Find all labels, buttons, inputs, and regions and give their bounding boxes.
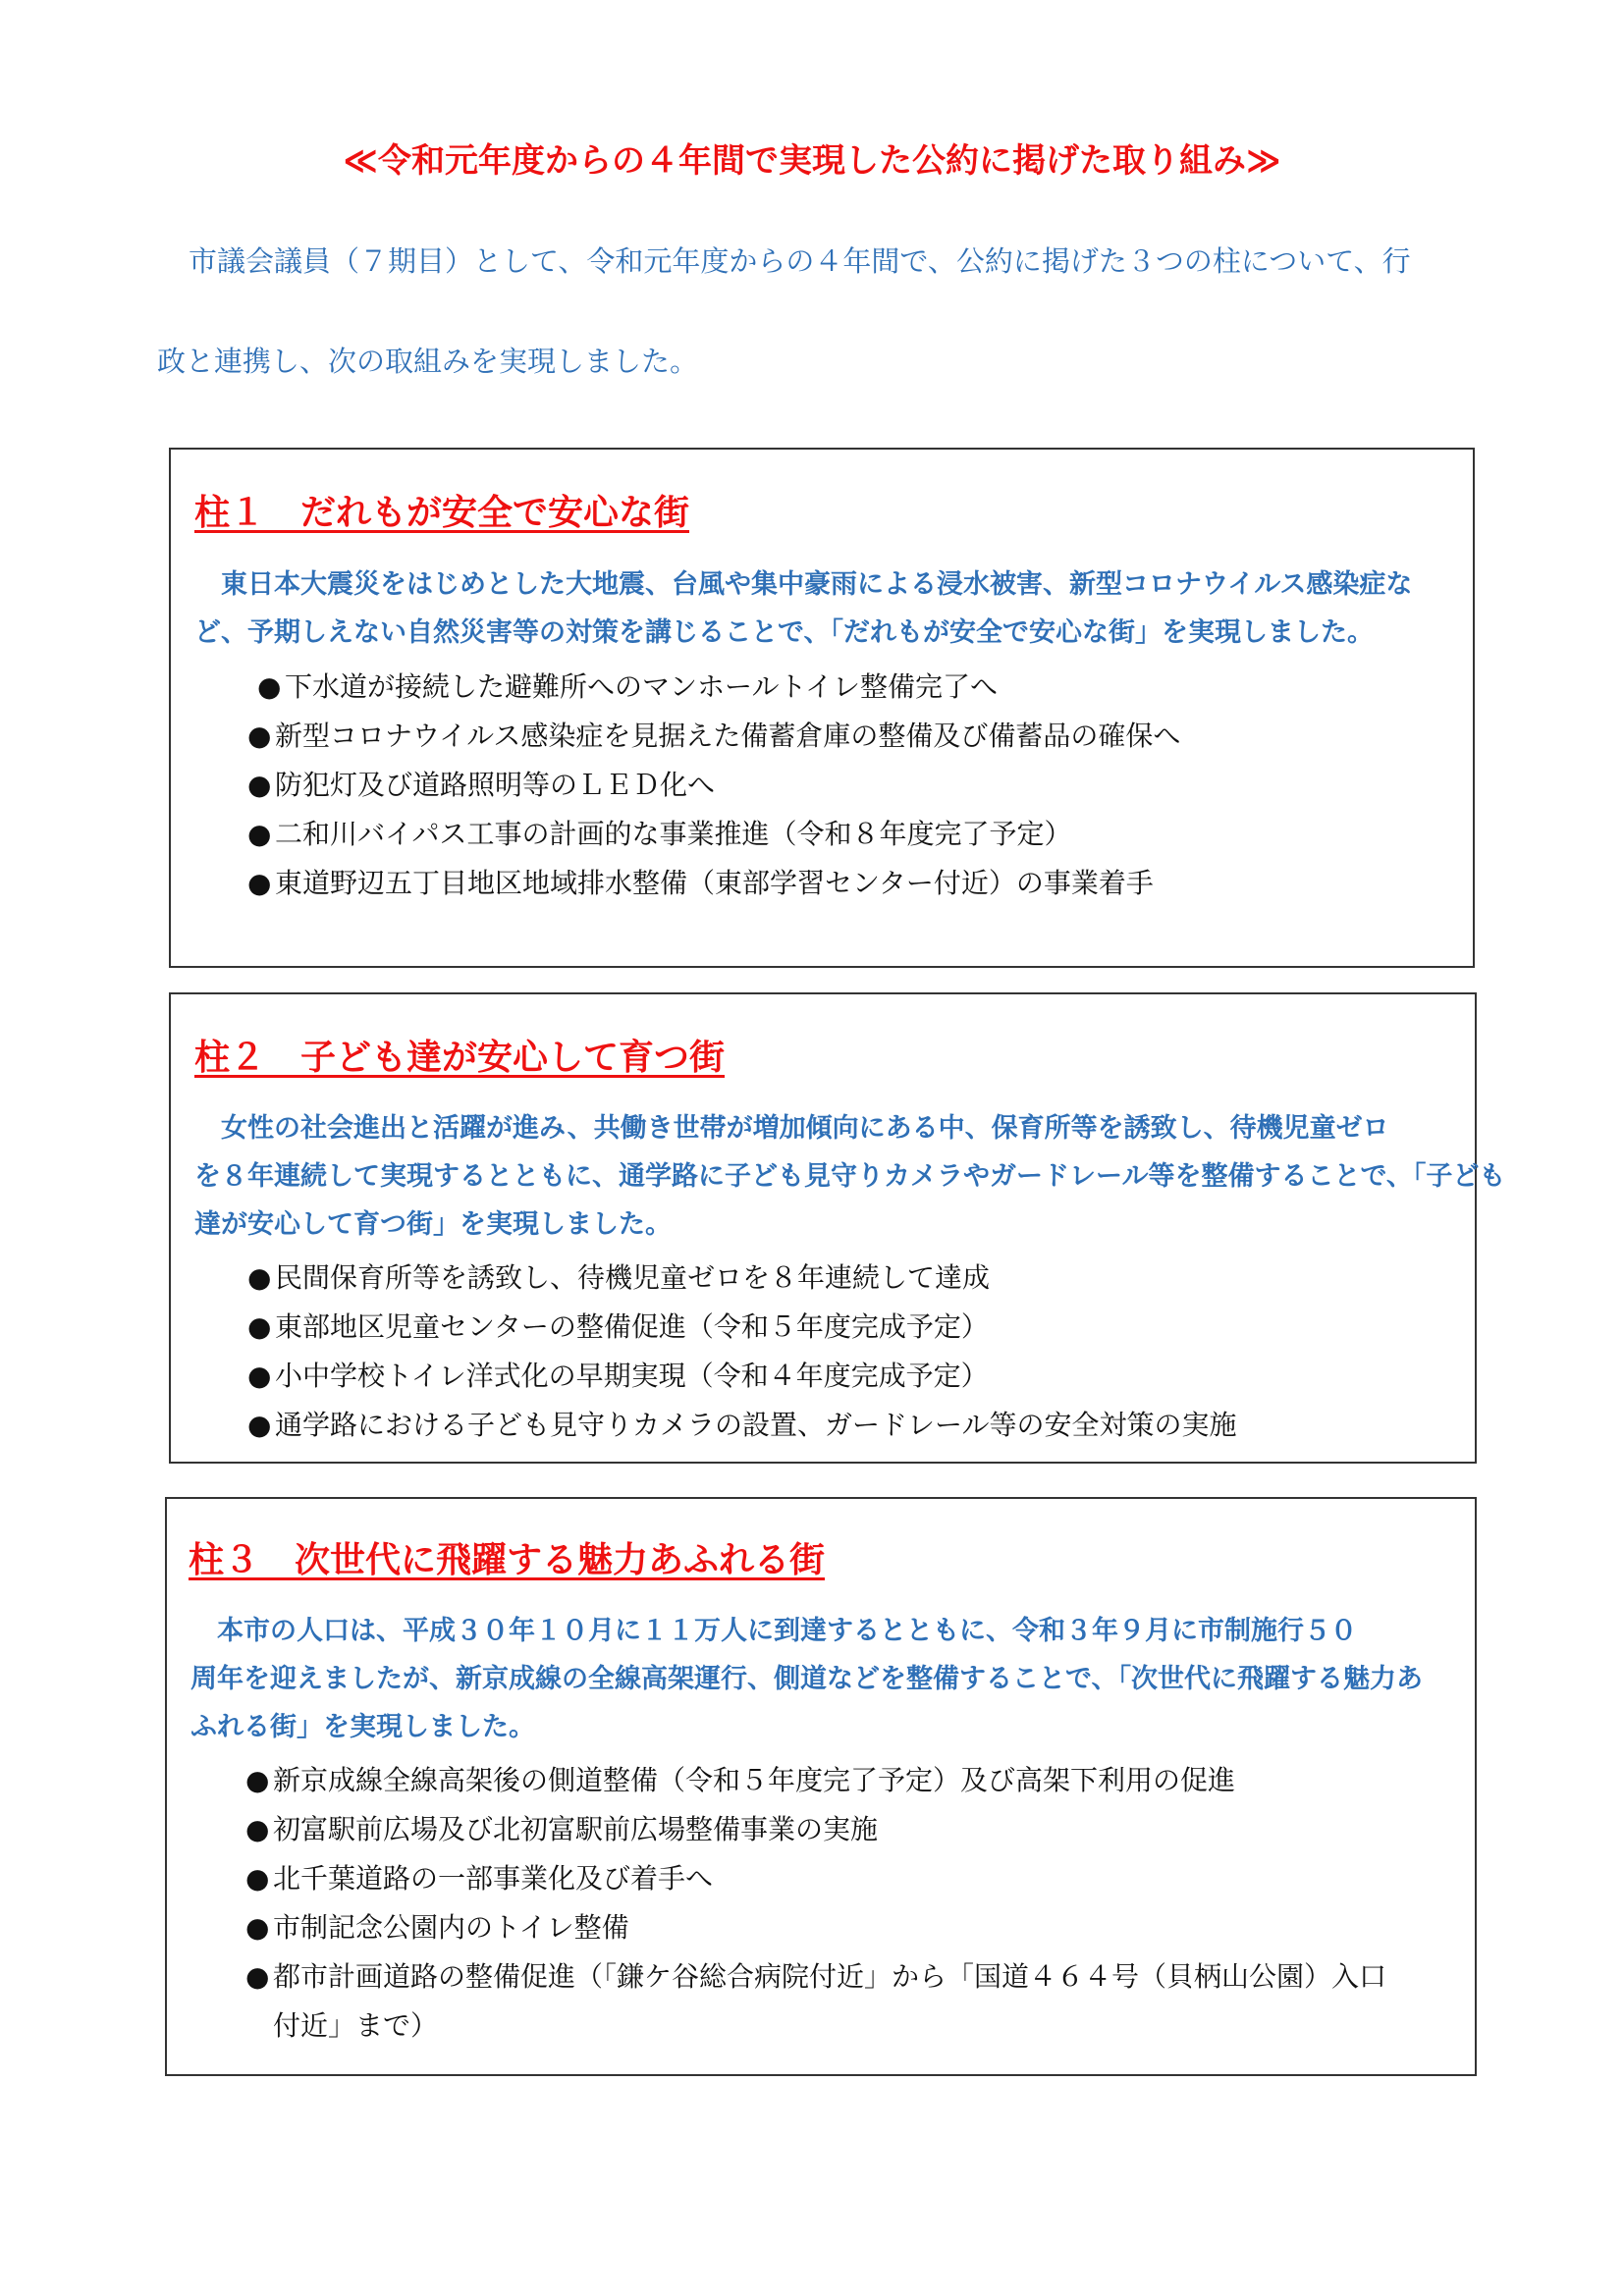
pillar-3-desc-line: ふれる街」を実現しました。 (190, 1712, 535, 1742)
pillar-2-desc-line: 女性の社会進出と活躍が進み、共働き世帯が増加傾向にある中、保育所等を誘致し、待機児童ゼロ (221, 1113, 1389, 1144)
list-item: ● 東部地区児童センターの整備促進（令和５年度完成予定） (247, 1303, 1236, 1352)
list-item: ● 初富駅前広場及び北初富駅前広場整備事業の実施 (245, 1805, 1386, 1854)
pillar-3-title: 柱３ 次世代に飛躍する魅力あふれる街 (189, 1540, 826, 1580)
pillar-1-description (194, 561, 1451, 657)
pillar-1-box (169, 448, 1475, 968)
bullet-icon: ● (247, 769, 272, 801)
bullet-icon: ● (245, 1764, 270, 1796)
list-item: ● 北千葉道路の一部事業化及び着手へ (245, 1854, 1386, 1903)
bullet-icon: ● (245, 1813, 270, 1845)
list-item: ● 市制記念公園内のトイレ整備 (245, 1903, 1386, 1952)
list-item: ● 東道野辺五丁目地区地域排水整備（東部学習センター付近）の事業着手 (247, 859, 1180, 908)
bullet-icon: ● (247, 1360, 272, 1392)
list-item: ● 防犯灯及び道路照明等のＬＥＤ化へ (247, 761, 1180, 810)
list-item: ● 小中学校トイレ洋式化の早期実現（令和４年度完成予定） (247, 1352, 1236, 1401)
list-item: ● 民間保育所等を誘致し、待機児童ゼロを８年連続して達成 (247, 1254, 1236, 1303)
pillar-2-box (169, 992, 1506, 1464)
pillar-2-title: 柱２ 子ども達が安心して育つ街 (194, 1038, 726, 1078)
intro-line-2: 政と連携し、次の取組みを実現しました。 (157, 345, 699, 378)
list-item: ● 下水道が接続した避難所へのマンホールトイレ整備完了へ (257, 663, 998, 712)
pillar-2-desc-line: 達が安心して育つ街」を実現しました。 (194, 1209, 672, 1240)
bullet-icon: ● (247, 1409, 272, 1441)
bullet-icon: ● (245, 1911, 270, 1944)
list-item: ● 通学路における子ども見守りカメラの設置、ガードレール等の安全対策の実施 (247, 1401, 1236, 1450)
bullet-icon: ● (247, 1261, 272, 1294)
pillar-1-item-list (257, 663, 998, 712)
bullet-icon: ● (245, 1862, 270, 1895)
pillar-1-desc-line: 東日本大震災をはじめとした大地震、台風や集中豪雨による浸水被害、新型コロナウイルス感染症な (221, 569, 1413, 600)
pillar-3-item-list (245, 1756, 1386, 2051)
pillar-2-desc-line: を８年連続して実現するとともに、通学路に子ども見守りカメラやガードレール等を整備することで、「子ども (194, 1161, 1506, 1192)
bullet-icon: ● (257, 670, 282, 703)
page-title: ≪令和元年度からの４年間で実現した公約に掲げた取り組み≫ (343, 141, 1281, 181)
pillar-1-title: 柱１ だれもが安全で安心な街 (194, 493, 690, 533)
pillar-1-item-list (247, 712, 1180, 908)
pillar-1-desc-line: ど、予期しえない自然災害等の対策を講じることで、「だれもが安全で安心な街」を実現しました。 (194, 617, 1374, 648)
bullet-icon: ● (247, 720, 272, 752)
intro-line-1: 市議会議員（７期目）として、令和元年度からの４年間で、公約に掲げた３つの柱について、行 (189, 244, 1411, 278)
list-item: ● 新型コロナウイルス感染症を見据えた備蓄倉庫の整備及び備蓄品の確保へ (247, 712, 1180, 761)
pillar-2-description (194, 1104, 1506, 1249)
pillar-3-box (165, 1497, 1477, 2076)
list-item: ● 新京成線全線高架後の側道整備（令和５年度完了予定）及び高架下利用の促進 (245, 1756, 1386, 1805)
bullet-icon: ● (247, 867, 272, 899)
list-item-continuation: 付近」まで） (273, 2009, 439, 2042)
list-item: ● 二和川バイパス工事の計画的な事業推進（令和８年度完了予定） (247, 810, 1180, 859)
list-item: ● 都市計画道路の整備促進（「鎌ケ谷総合病院付近」から「国道４６４号（貝柄山公園）入口 (245, 1952, 1386, 2002)
pillar-3-description (190, 1607, 1447, 1751)
pillar-3-desc-line: 本市の人口は、平成３０年１０月に１１万人に到達するとともに、令和３年９月に市制施行５０ (217, 1616, 1357, 1646)
bullet-icon: ● (245, 1960, 270, 1993)
pillar-2-item-list (247, 1254, 1236, 1450)
bullet-icon: ● (247, 818, 272, 850)
bullet-icon: ● (247, 1310, 272, 1343)
pillar-3-desc-line: 周年を迎えましたが、新京成線の全線高架運行、側道などを整備することで、「次世代に飛躍する魅力あ (190, 1664, 1423, 1694)
